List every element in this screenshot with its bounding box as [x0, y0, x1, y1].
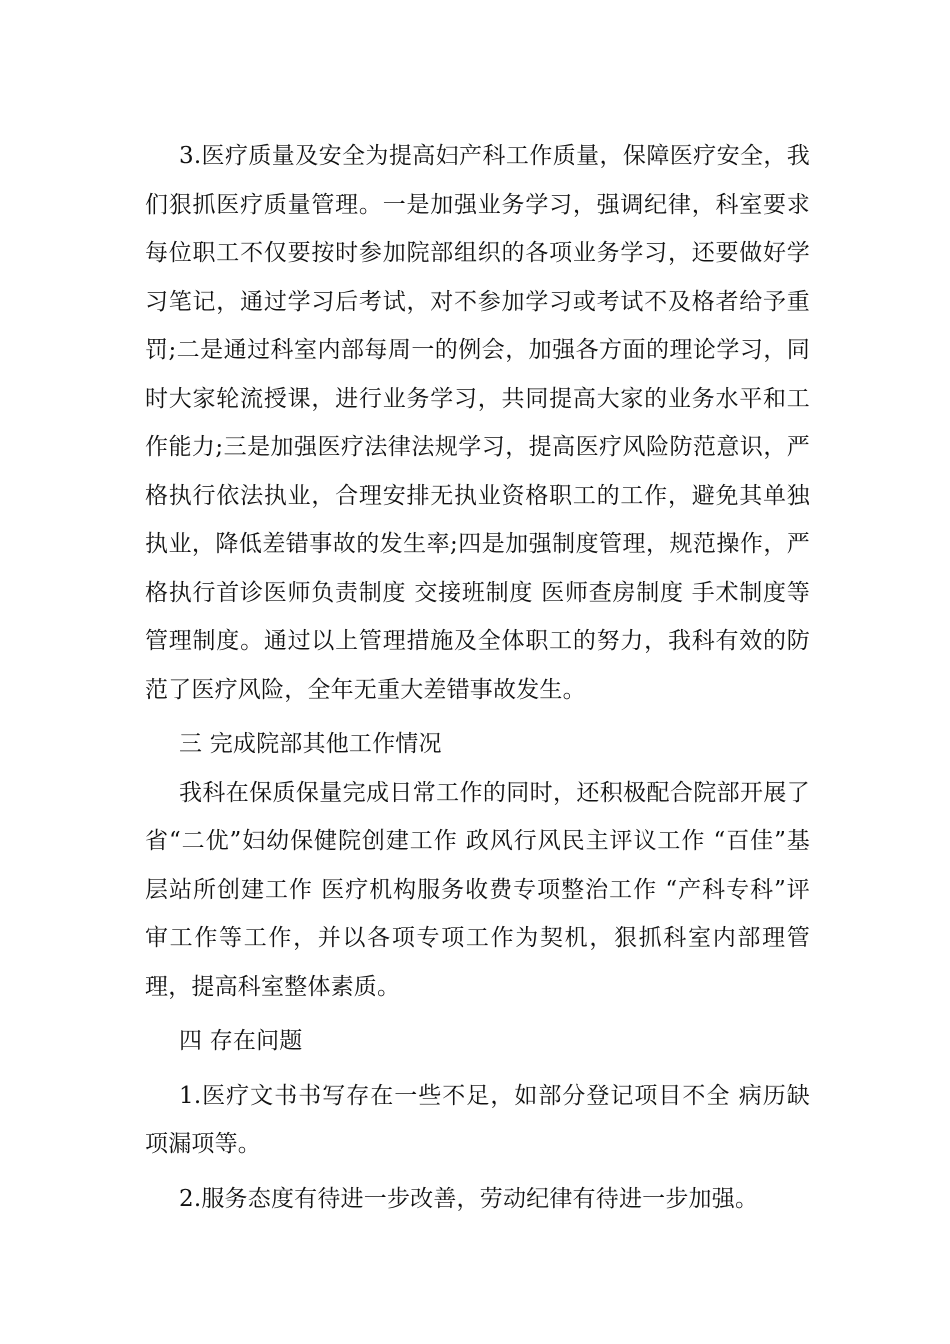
section-heading-problems: 四 存在问题: [179, 1028, 303, 1054]
section-heading-other-work: 三 完成院部其他工作情况: [179, 731, 442, 757]
paragraph-medical-quality: 3.医疗质量及安全为提高妇产科工作质量，保障医疗安全，我们狠抓医疗质量管理。一是加强业务学习，强调纪律，科室要求每位职工不仅要按时参加院部组织的各项业务学习，还要做好学习笔记，通过学习后考试，对不参加学习或考试不及格者给予重罚;二是通过科室内部每周一的例会，加强各方面的理论学习，同时大家轮流授课，进行业务学习，共同提高大家的业务水平和工作能力;三是加强医疗法律法规学习，提高医疗风险防范意识，严格执行依法执业，合理安排无执业资格职工的工作，避免其单独执业，降低差错事故的发生率;四是加强制度管理，规范操作，严格执行首诊医师负责制度 交接班制度 医师查房制度 手术制度等管理制度。通过以上管理措施及全体职工的努力，我科有效的防范了医疗风险，全年无重大差错事故发生。: [145, 143, 810, 703]
paragraph-other-work: 我科在保质保量完成日常工作的同时，还积极配合院部开展了省“二优”妇幼保健院创建工作 政风行风民主评议工作 “百佳”基层站所创建工作 医疗机构服务收费专项整治工作 “产科专科”评审工作等工作，并以各项专项工作为契机，狠抓科室内部理管理，提高科室整体素质。: [145, 779, 810, 1000]
document-page: [145, 132, 810, 1223]
problem-item-1: 1.医疗文书书写存在一些不足，如部分登记项目不全 病历缺项漏项等。: [145, 1082, 810, 1157]
problem-item-2: 2.服务态度有待进一步改善，劳动纪律有待进一步加强。: [179, 1185, 759, 1212]
